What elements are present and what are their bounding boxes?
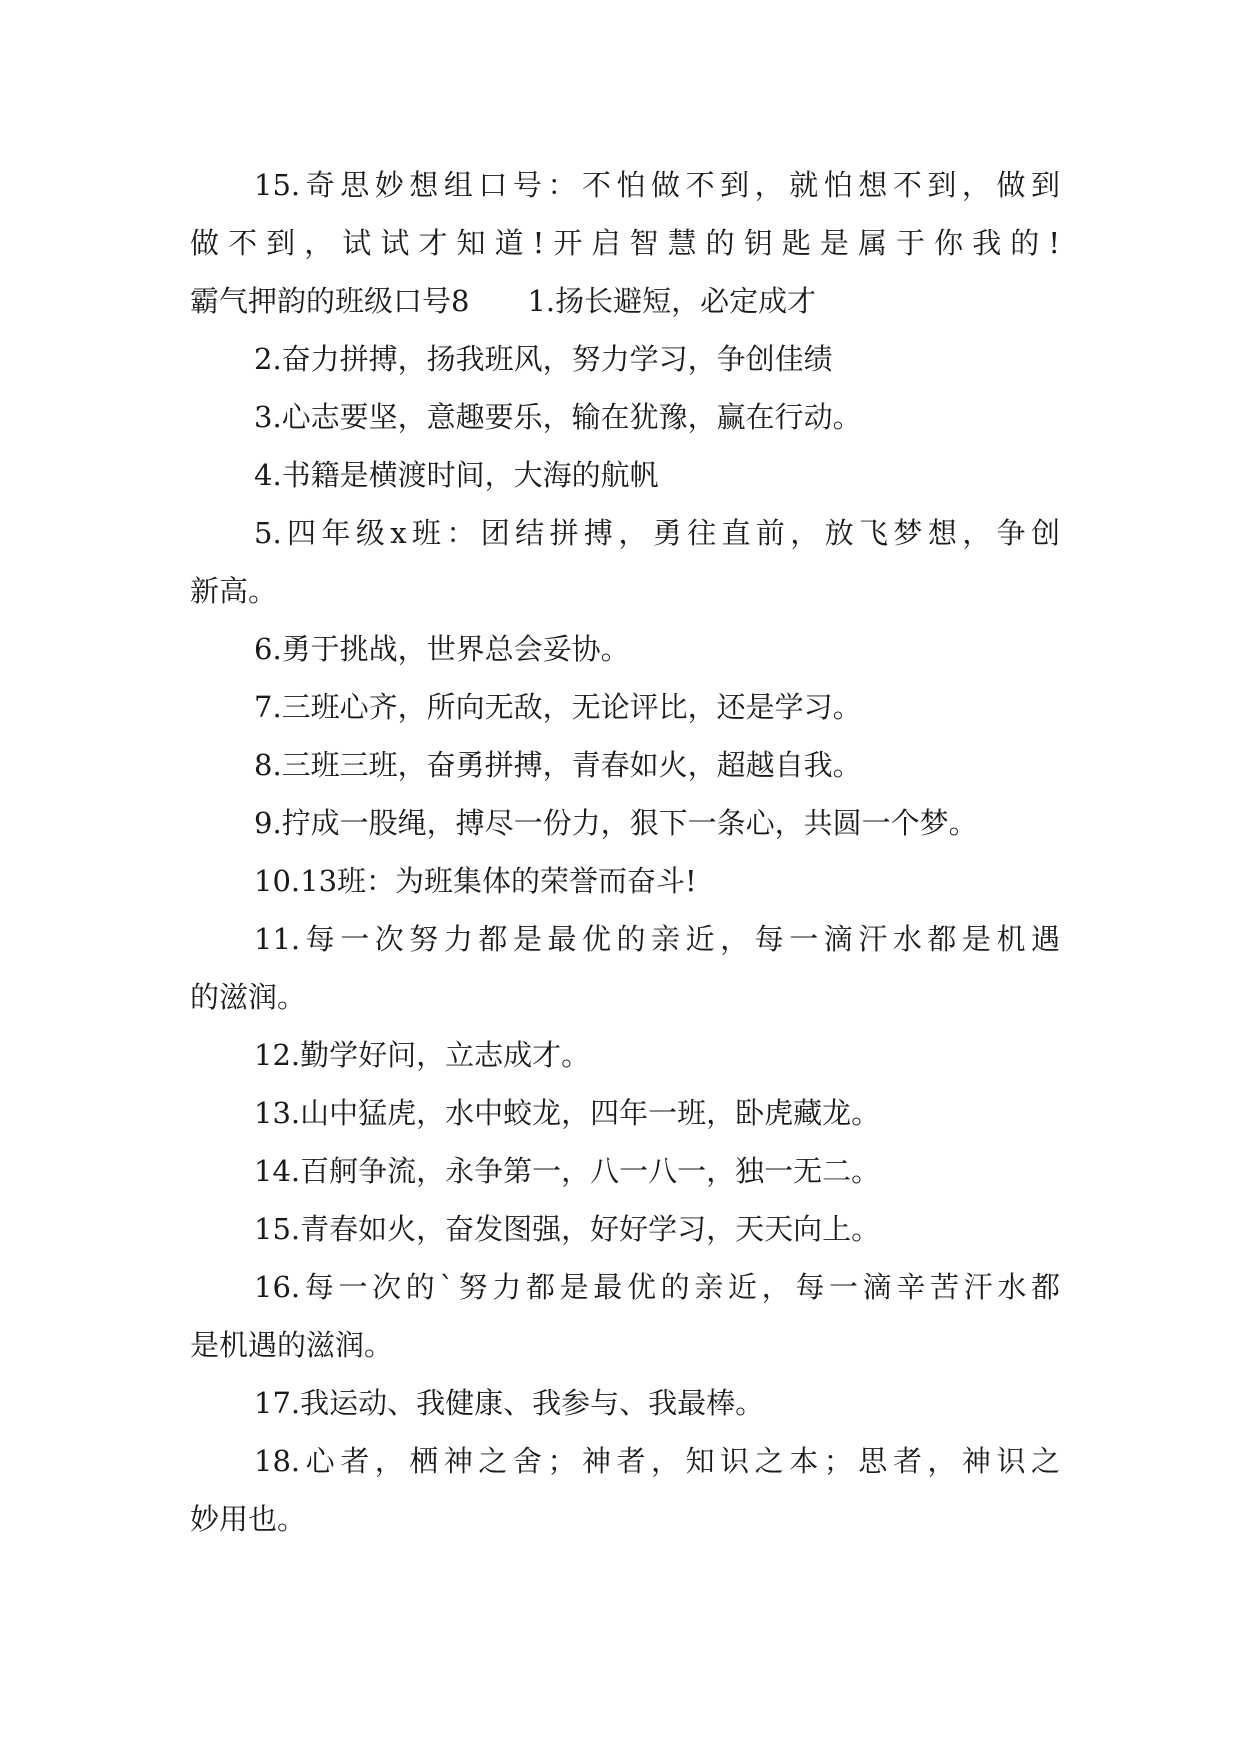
list-item: 3.心志要坚，意趣要乐，输在犹豫，赢在行动。 bbox=[254, 400, 862, 434]
list-item: 14.百舸争流，永争第一，八一八一，独一无二。 bbox=[254, 1154, 881, 1188]
list-item: 2.奋力拼搏，扬我班风，努力学习，争创佳绩 bbox=[254, 342, 833, 376]
list-item: 12.勤学好问，立志成才。 bbox=[254, 1038, 591, 1072]
list-item: 9.拧成一股绳，搏尽一份力，狠下一条心，共圆一个梦。 bbox=[254, 806, 978, 840]
list-item: 10.13班：为班集体的荣誉而奋斗! bbox=[254, 864, 697, 898]
list-item: 1.扬长避短，必定成才 bbox=[527, 284, 817, 318]
list-item: 11.每一次努力都是最优的亲近，每一滴汗水都是机遇 bbox=[254, 922, 1060, 956]
list-item: 17.我运动、我健康、我参与、我最棒。 bbox=[254, 1386, 765, 1420]
list-item: 16.每一次的`努力都是最优的亲近，每一滴辛苦汗水都 bbox=[254, 1270, 1060, 1304]
section-heading: 霸气押韵的班级口号8 bbox=[190, 284, 470, 318]
list-item-continuation: 新高。 bbox=[190, 574, 278, 608]
list-item-continuation: 的滋润。 bbox=[190, 980, 307, 1014]
document-body bbox=[190, 156, 1060, 1548]
paragraph-line: 15.奇思妙想组口号：不怕做不到，就怕想不到，做到 bbox=[254, 168, 1060, 202]
list-item: 6.勇于挑战，世界总会妥协。 bbox=[254, 632, 630, 666]
list-item: 15.青春如火，奋发图强，好好学习，天天向上。 bbox=[254, 1212, 881, 1246]
list-item: 8.三班三班，奋勇拼搏，青春如火，超越自我。 bbox=[254, 748, 862, 782]
list-item: 7.三班心齐，所向无敌，无论评比，还是学习。 bbox=[254, 690, 862, 724]
list-item: 5.四年级x班：团结拼搏，勇往直前，放飞梦想，争创 bbox=[254, 516, 1060, 550]
list-item-continuation: 妙用也。 bbox=[190, 1502, 307, 1536]
list-item-continuation: 是机遇的滋润。 bbox=[190, 1328, 394, 1362]
list-item: 4.书籍是横渡时间，大海的航帆 bbox=[254, 458, 659, 492]
list-item: 18.心者，栖神之舍；神者，知识之本；思者，神识之 bbox=[254, 1444, 1060, 1478]
paragraph-line: 做不到，试试才知道!开启智慧的钥匙是属于你我的! bbox=[190, 226, 1060, 260]
section-heading-line bbox=[190, 272, 1060, 330]
list-item: 13.山中猛虎，水中蛟龙，四年一班，卧虎藏龙。 bbox=[254, 1096, 881, 1130]
